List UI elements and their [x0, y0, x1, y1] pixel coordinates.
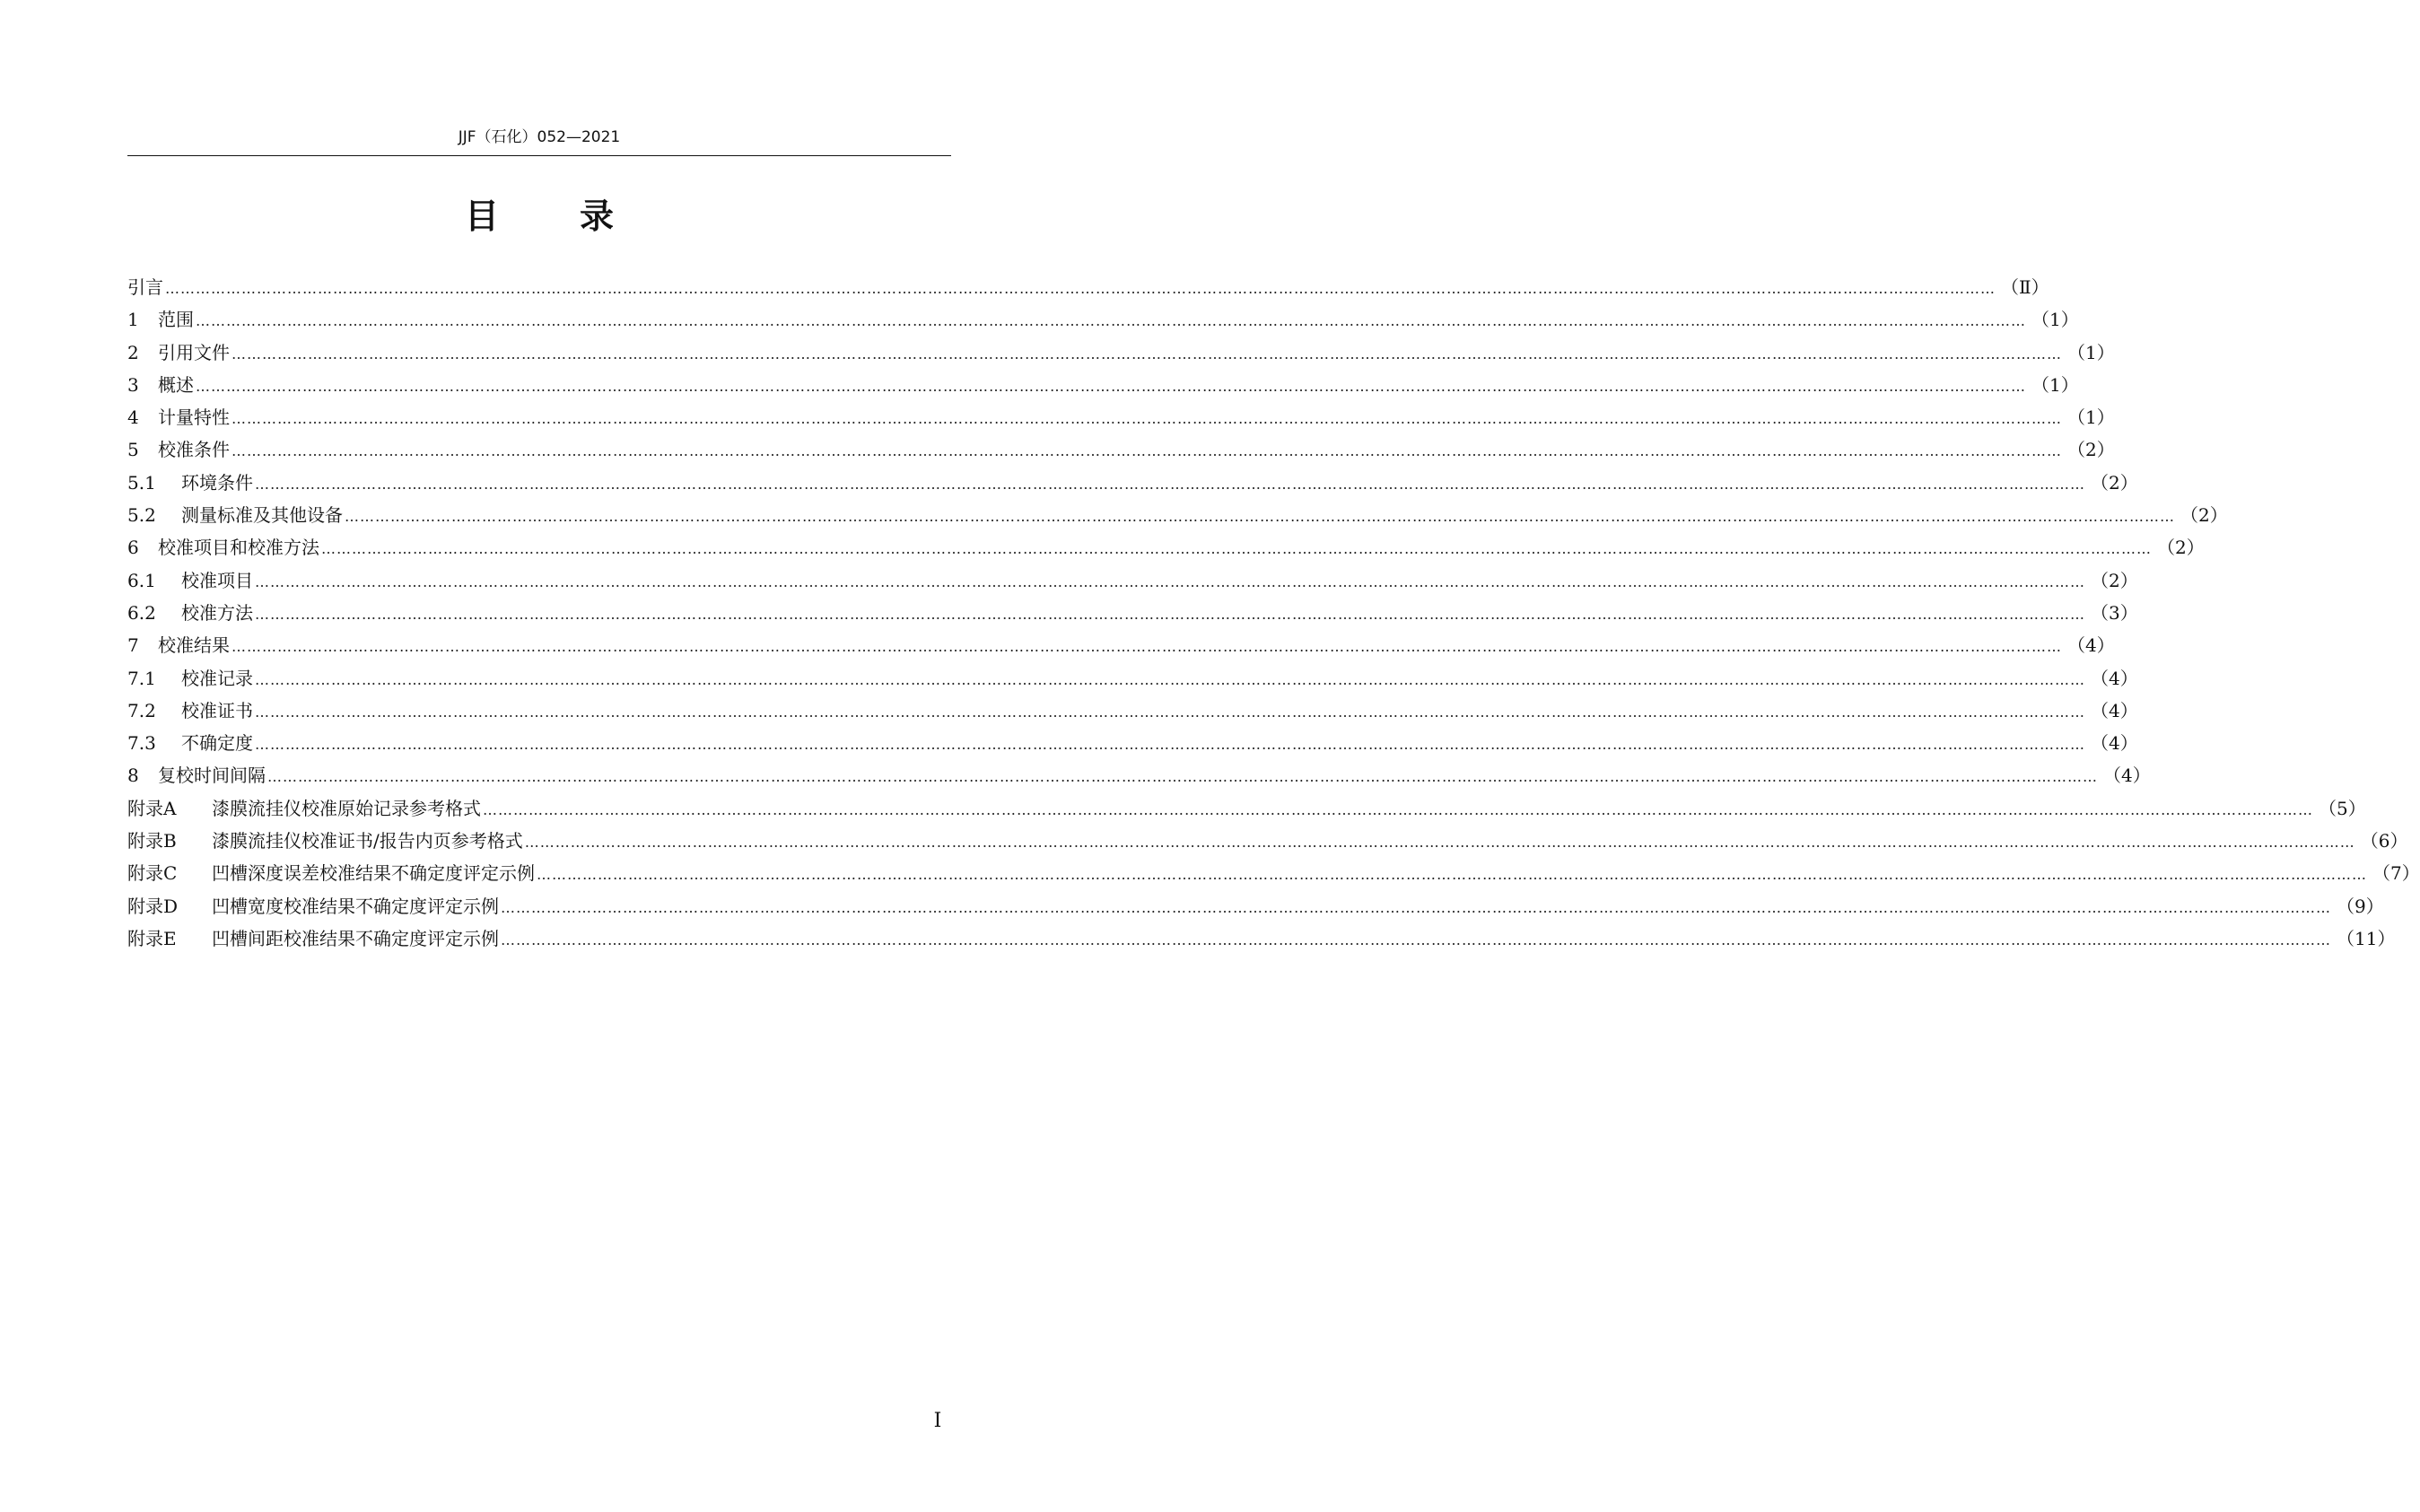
toc-entry-label: 引言 — [127, 276, 163, 298]
toc-entry-label: 校准条件 — [158, 439, 230, 461]
toc-entry-label: 校准结果 — [158, 634, 230, 657]
toc-entry[interactable] — [127, 695, 2138, 727]
toc-entry-page: （11） — [2337, 927, 2396, 949]
toc-entry-page: （4） — [2103, 765, 2151, 787]
toc-entry[interactable] — [127, 890, 2384, 922]
toc-dot-leader: ……………………………………………………………………………………………………………………………………………………………………………………………………………………………………………………………………………………………………………………………… — [232, 638, 2062, 656]
toc-entry[interactable] — [127, 825, 2408, 857]
toc-entry[interactable] — [127, 759, 2151, 791]
toc-entry[interactable] — [127, 336, 2115, 369]
toc-entry-page: （4） — [2091, 699, 2138, 721]
toc-entry[interactable] — [127, 433, 2115, 466]
table-of-contents — [127, 271, 2420, 955]
toc-entry-number: 附录B — [127, 830, 177, 852]
toc-dot-leader: ……………………………………………………………………………………………………………………………………………………………………………………………………………………………………………………………………………………………………………………………… — [267, 768, 2098, 786]
toc-dot-leader: ……………………………………………………………………………………………………………………………………………………………………………………………………………………………………………………………………………………………………………………………… — [345, 508, 2175, 526]
toc-entry-label: 范围 — [158, 309, 194, 331]
toc-entry-page: （4） — [2067, 634, 2115, 657]
toc-dot-leader: ……………………………………………………………………………………………………………………………………………………………………………………………………………………………………………………………………………………………………………………………… — [255, 736, 2085, 754]
toc-entry[interactable] — [127, 727, 2138, 759]
toc-entry-label: 凹槽深度误差校准结果不确定度评定示例 — [212, 862, 535, 885]
toc-entry[interactable] — [127, 303, 2079, 336]
toc-entry-label: 凹槽宽度校准结果不确定度评定示例 — [212, 895, 499, 917]
toc-entry[interactable] — [127, 271, 2049, 303]
toc-entry-number: 附录E — [127, 927, 177, 949]
toc-entry-number: 1 — [127, 309, 139, 331]
toc-entry[interactable] — [127, 467, 2138, 499]
toc-entry-page: （4） — [2091, 667, 2138, 689]
toc-entry-number: 3 — [127, 373, 139, 396]
toc-entry[interactable] — [127, 401, 2115, 433]
toc-entry-number: 7.1 — [127, 667, 156, 689]
toc-entry-number: 6.1 — [127, 569, 156, 591]
toc-entry-page: （2） — [2180, 504, 2228, 527]
toc-entry-label: 校准方法 — [181, 601, 253, 624]
toc-dot-leader: ……………………………………………………………………………………………………………………………………………………………………………………………………………………………………………………………………………………………………………………………… — [196, 377, 2026, 395]
toc-dot-leader: ……………………………………………………………………………………………………………………………………………………………………………………………………………………………………………………………………………………………………………………………… — [255, 670, 2085, 688]
toc-entry-page: （2） — [2157, 537, 2205, 559]
toc-entry-number: 4 — [127, 406, 139, 429]
toc-entry-label: 漆膜流挂仪校准原始记录参考格式 — [212, 797, 481, 819]
toc-entry-page: （9） — [2337, 895, 2384, 917]
toc-entry-number: 2 — [127, 341, 139, 363]
toc-entry-label: 漆膜流挂仪校准证书/报告内页参考格式 — [212, 830, 523, 852]
toc-entry-label: 概述 — [158, 373, 194, 396]
toc-entry-number: 5 — [127, 439, 139, 461]
toc-entry[interactable] — [127, 531, 2205, 564]
toc-entry-number: 附录C — [127, 862, 178, 885]
toc-entry[interactable] — [127, 369, 2079, 401]
toc-entry-label: 校准项目 — [181, 569, 253, 591]
toc-entry-label: 测量标准及其他设备 — [181, 504, 343, 527]
toc-entry-number: 5.1 — [127, 471, 156, 494]
toc-entry-label: 凹槽间距校准结果不确定度评定示例 — [212, 927, 499, 949]
page-number: Ⅰ — [933, 1410, 942, 1432]
toc-dot-leader: ……………………………………………………………………………………………………………………………………………………………………………………………………………………………………………………………………………………………………………………………… — [537, 866, 2367, 884]
toc-entry-page: （4） — [2091, 732, 2138, 755]
toc-dot-leader: ……………………………………………………………………………………………………………………………………………………………………………………………………………………………………………………………………………………………………………………………… — [501, 931, 2331, 948]
toc-entry-page: （2） — [2091, 471, 2138, 494]
toc-entry-label: 复校时间间隔 — [158, 765, 266, 787]
toc-dot-leader: ……………………………………………………………………………………………………………………………………………………………………………………………………………………………………………………………………………………………………………………………… — [255, 605, 2085, 623]
toc-entry-page: （3） — [2091, 601, 2138, 624]
toc-dot-leader: ……………………………………………………………………………………………………………………………………………………………………………………………………………………………………………………………………………………………………………………………… — [483, 800, 2313, 818]
toc-entry[interactable] — [127, 857, 2420, 889]
toc-entry-page: （1） — [2031, 373, 2079, 396]
toc-entry-number: 6 — [127, 537, 139, 559]
toc-dot-leader: ……………………………………………………………………………………………………………………………………………………………………………………………………………………………………………………………………………………………………………………………… — [232, 410, 2062, 428]
toc-entry-label: 不确定度 — [181, 732, 253, 755]
toc-entry-number: 7.3 — [127, 732, 156, 755]
document-code-header: JJF（石化）052—2021 — [458, 128, 621, 146]
toc-entry-page: （Ⅱ） — [2001, 276, 2049, 298]
toc-entry-page: （6） — [2360, 830, 2408, 852]
header-divider — [127, 155, 951, 156]
toc-dot-leader: ……………………………………………………………………………………………………………………………………………………………………………………………………………………………………………………………………………………………………………………………… — [501, 898, 2331, 916]
toc-entry-label: 校准记录 — [181, 667, 253, 689]
toc-entry-number: 5.2 — [127, 504, 156, 527]
toc-entry-label: 引用文件 — [158, 341, 230, 363]
toc-dot-leader: ……………………………………………………………………………………………………………………………………………………………………………………………………………………………………………………………………………………………………………………………… — [524, 834, 2355, 852]
toc-entry-number: 6.2 — [127, 601, 156, 624]
toc-dot-leader: ……………………………………………………………………………………………………………………………………………………………………………………………………………………………………………………………………………………………………………………………… — [165, 280, 1996, 297]
toc-entry-page: （2） — [2067, 439, 2115, 461]
toc-entry-page: （2） — [2091, 569, 2138, 591]
toc-entry-label: 校准证书 — [181, 699, 253, 721]
toc-entry-label: 环境条件 — [181, 471, 253, 494]
toc-entry-page: （1） — [2067, 406, 2115, 429]
toc-entry-page: （1） — [2031, 309, 2079, 331]
toc-entry-page: （7） — [2372, 862, 2420, 885]
toc-dot-leader: ……………………………………………………………………………………………………………………………………………………………………………………………………………………………………………………………………………………………………………………………… — [232, 345, 2062, 363]
toc-dot-leader: ……………………………………………………………………………………………………………………………………………………………………………………………………………………………………………………………………………………………………………………………… — [255, 572, 2085, 590]
toc-entry[interactable] — [127, 662, 2138, 695]
toc-entry-number: 附录D — [127, 895, 179, 917]
toc-entry[interactable] — [127, 597, 2138, 629]
toc-entry-label: 校准项目和校准方法 — [158, 537, 319, 559]
toc-entry-number: 附录A — [127, 797, 177, 819]
toc-entry-number: 7 — [127, 634, 139, 657]
toc-dot-leader: ……………………………………………………………………………………………………………………………………………………………………………………………………………………………………………………………………………………………………………………………… — [196, 312, 2026, 330]
toc-entry[interactable] — [127, 499, 2228, 531]
toc-dot-leader: ……………………………………………………………………………………………………………………………………………………………………………………………………………………………………………………………………………………………………………………………… — [255, 703, 2085, 721]
toc-entry[interactable] — [127, 792, 2366, 825]
toc-entry-page: （5） — [2319, 797, 2366, 819]
toc-dot-leader: ……………………………………………………………………………………………………………………………………………………………………………………………………………………………………………………………………………………………………………………………… — [232, 442, 2062, 460]
page-title: 目录 — [464, 197, 695, 236]
toc-dot-leader: ……………………………………………………………………………………………………………………………………………………………………………………………………………………………………………………………………………………………………………………………… — [255, 475, 2085, 493]
toc-dot-leader: ……………………………………………………………………………………………………………………………………………………………………………………………………………………………………………………………………………………………………………………………… — [321, 540, 2152, 558]
toc-entry-page: （1） — [2067, 341, 2115, 363]
toc-entry-label: 计量特性 — [158, 406, 230, 429]
toc-entry-number: 8 — [127, 765, 139, 787]
toc-entry[interactable] — [127, 629, 2115, 661]
toc-entry[interactable] — [127, 922, 2396, 955]
toc-entry-number: 7.2 — [127, 699, 156, 721]
toc-entry[interactable] — [127, 564, 2138, 597]
